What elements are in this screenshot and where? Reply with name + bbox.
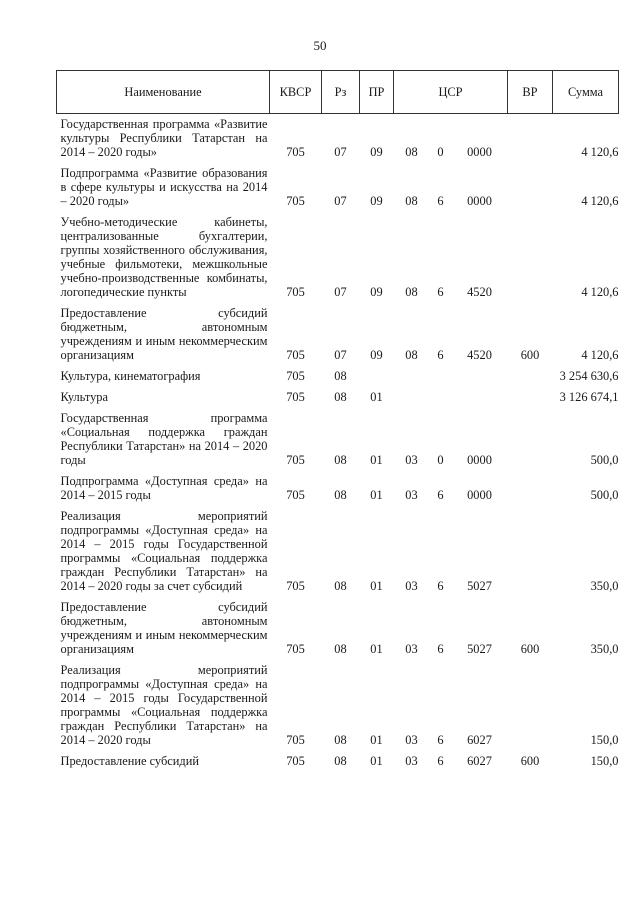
- row-csr-subprogram: [430, 387, 452, 408]
- table-row: [57, 660, 619, 751]
- row-name: Предоставление субсидий бюджетным, автономным учреждениям и иным некоммерческим организациям: [60, 600, 268, 656]
- row-rz: 08: [334, 733, 347, 747]
- row-sum: 350,0: [590, 642, 619, 656]
- row-kvsr: 705: [286, 145, 305, 159]
- row-kvsr: 705: [286, 285, 305, 299]
- page-number: 50: [313, 38, 327, 53]
- row-sum: 3 254 630,6: [559, 369, 619, 383]
- table-row: [57, 751, 619, 772]
- row-kvsr: 705: [286, 579, 305, 593]
- row-csr-code: 6027: [467, 754, 492, 768]
- row-csr-program: 08: [405, 194, 418, 208]
- row-kvsr: 705: [286, 348, 305, 362]
- row-vr: [508, 408, 553, 471]
- row-pr: 01: [370, 754, 383, 768]
- row-csr-code: 0000: [467, 488, 492, 502]
- row-vr: 600: [520, 754, 540, 768]
- row-csr-program: 03: [405, 453, 418, 467]
- row-csr-program: 08: [405, 285, 418, 299]
- row-csr-program: 08: [405, 145, 418, 159]
- row-sum: 4 120,6: [581, 145, 619, 159]
- row-pr: 01: [370, 642, 383, 656]
- row-sum: 150,0: [590, 733, 619, 747]
- table-header-row: [57, 71, 619, 114]
- row-csr-subprogram: [430, 366, 452, 387]
- row-csr-program: [394, 387, 430, 408]
- row-name: Государственная программа «Социальная поддержка граждан Республики Татарстан» на 2014 – 2020 годы: [60, 411, 268, 467]
- row-vr: [508, 660, 553, 751]
- row-csr-code: 4520: [467, 285, 492, 299]
- row-csr-code: 6027: [467, 733, 492, 747]
- table-row: [57, 387, 619, 408]
- row-vr: [508, 387, 553, 408]
- row-rz: 07: [334, 348, 347, 362]
- row-name: Реализация мероприятий подпрограммы «Доступная среда» на 2014 – 2015 годы Государственной программы «Социальная поддержка граждан Республики Татарстан» на 2014 – 2020 годы за счет субсидий: [60, 509, 268, 593]
- row-sum: 500,0: [590, 453, 619, 467]
- row-csr-code: [452, 366, 508, 387]
- row-pr: 01: [370, 390, 383, 404]
- row-csr-code: 5027: [467, 579, 492, 593]
- row-sum: 500,0: [590, 488, 619, 502]
- row-csr-program: 08: [405, 348, 418, 362]
- row-kvsr: 705: [286, 754, 305, 768]
- row-csr-program: 03: [405, 579, 418, 593]
- row-csr-code: 0000: [467, 145, 492, 159]
- row-sum: 4 120,6: [581, 348, 619, 362]
- row-csr-code: 5027: [467, 642, 492, 656]
- row-csr-code: 0000: [467, 194, 492, 208]
- row-csr-program: 03: [405, 754, 418, 768]
- row-rz: 08: [334, 642, 347, 656]
- table-row: [57, 303, 619, 366]
- row-vr: [508, 212, 553, 303]
- row-rz: 07: [334, 145, 347, 159]
- row-pr: 09: [370, 285, 383, 299]
- table-row: [57, 163, 619, 212]
- row-csr-subprogram: 6: [437, 194, 444, 208]
- row-kvsr: 705: [286, 733, 305, 747]
- row-pr: 09: [370, 145, 383, 159]
- row-name: Подпрограмма «Доступная среда» на 2014 – 2015 годы: [60, 474, 268, 502]
- row-vr: 600: [520, 348, 540, 362]
- row-csr-code: [452, 387, 508, 408]
- row-pr: [360, 366, 394, 387]
- row-sum: 150,0: [590, 754, 619, 768]
- header-kvsr: КВСР: [270, 71, 322, 114]
- header-rz: Рз: [322, 71, 360, 114]
- row-kvsr: 705: [286, 642, 305, 656]
- row-sum: 4 120,6: [581, 194, 619, 208]
- row-csr-subprogram: 6: [437, 642, 444, 656]
- row-vr: [508, 506, 553, 597]
- row-csr-code: 0000: [467, 453, 492, 467]
- table-row: [57, 408, 619, 471]
- row-pr: 01: [370, 488, 383, 502]
- row-vr: 600: [520, 642, 540, 656]
- row-name: Культура: [60, 390, 108, 404]
- row-kvsr: 705: [286, 369, 305, 383]
- row-csr-subprogram: 0: [437, 145, 444, 159]
- row-name: Предоставление субсидий бюджетным, автономным учреждениям и иным некоммерческим организациям: [60, 306, 268, 362]
- row-kvsr: 705: [286, 194, 305, 208]
- row-rz: 08: [334, 369, 347, 383]
- row-csr-subprogram: 6: [437, 488, 444, 502]
- row-csr-subprogram: 6: [437, 348, 444, 362]
- row-sum: 4 120,6: [581, 285, 619, 299]
- table-row: [57, 506, 619, 597]
- row-csr-subprogram: 6: [437, 285, 444, 299]
- row-name: Государственная программа «Развитие культуры Республики Татарстан на 2014 – 2020 годы»: [60, 117, 268, 159]
- row-pr: 01: [370, 733, 383, 747]
- table-row: [57, 212, 619, 303]
- table-row: [57, 366, 619, 387]
- row-csr-subprogram: 6: [437, 754, 444, 768]
- row-vr: [508, 163, 553, 212]
- header-csr: ЦСР: [394, 71, 508, 114]
- header-name: Наименование: [57, 71, 270, 114]
- row-rz: 08: [334, 453, 347, 467]
- header-sum: Сумма: [553, 71, 619, 114]
- table-row: [57, 471, 619, 506]
- row-pr: 01: [370, 579, 383, 593]
- row-name: Культура, кинематография: [60, 369, 201, 383]
- row-rz: 08: [334, 754, 347, 768]
- row-rz: 08: [334, 390, 347, 404]
- row-rz: 08: [334, 579, 347, 593]
- row-name: Предоставление субсидий: [60, 754, 199, 768]
- row-kvsr: 705: [286, 453, 305, 467]
- row-pr: 09: [370, 348, 383, 362]
- table-row: [57, 597, 619, 660]
- row-csr-program: [394, 366, 430, 387]
- row-kvsr: 705: [286, 390, 305, 404]
- row-vr: [508, 366, 553, 387]
- row-csr-program: 03: [405, 488, 418, 502]
- row-vr: [508, 114, 553, 164]
- row-csr-subprogram: 6: [437, 579, 444, 593]
- row-kvsr: 705: [286, 488, 305, 502]
- row-name: Реализация мероприятий подпрограммы «Доступная среда» на 2014 – 2015 годы Государственной программы «Социальная поддержка граждан Республики Татарстан» на 2014 – 2020 годы: [60, 663, 268, 747]
- row-sum: 350,0: [590, 579, 619, 593]
- row-name: Подпрограмма «Развитие образования в сфере культуры и искусства на 2014 – 2020 годы»: [60, 166, 268, 208]
- row-sum: 3 126 674,1: [559, 390, 619, 404]
- header-pr: ПР: [360, 71, 394, 114]
- row-rz: 08: [334, 488, 347, 502]
- row-pr: 09: [370, 194, 383, 208]
- row-csr-program: 03: [405, 642, 418, 656]
- table-row: [57, 114, 619, 164]
- row-vr: [508, 471, 553, 506]
- row-csr-code: 4520: [467, 348, 492, 362]
- header-vr: ВР: [508, 71, 553, 114]
- row-csr-subprogram: 6: [437, 733, 444, 747]
- row-csr-program: 03: [405, 733, 418, 747]
- row-name: Учебно-методические кабинеты, централизованные бухгалтерии, группы хозяйственного обслуживания, учебные фильмотеки, межшкольные учебно-производственные комбинаты, логопедические пункты: [60, 215, 268, 299]
- row-pr: 01: [370, 453, 383, 467]
- row-csr-subprogram: 0: [437, 453, 444, 467]
- row-rz: 07: [334, 285, 347, 299]
- row-rz: 07: [334, 194, 347, 208]
- budget-table: [56, 70, 619, 772]
